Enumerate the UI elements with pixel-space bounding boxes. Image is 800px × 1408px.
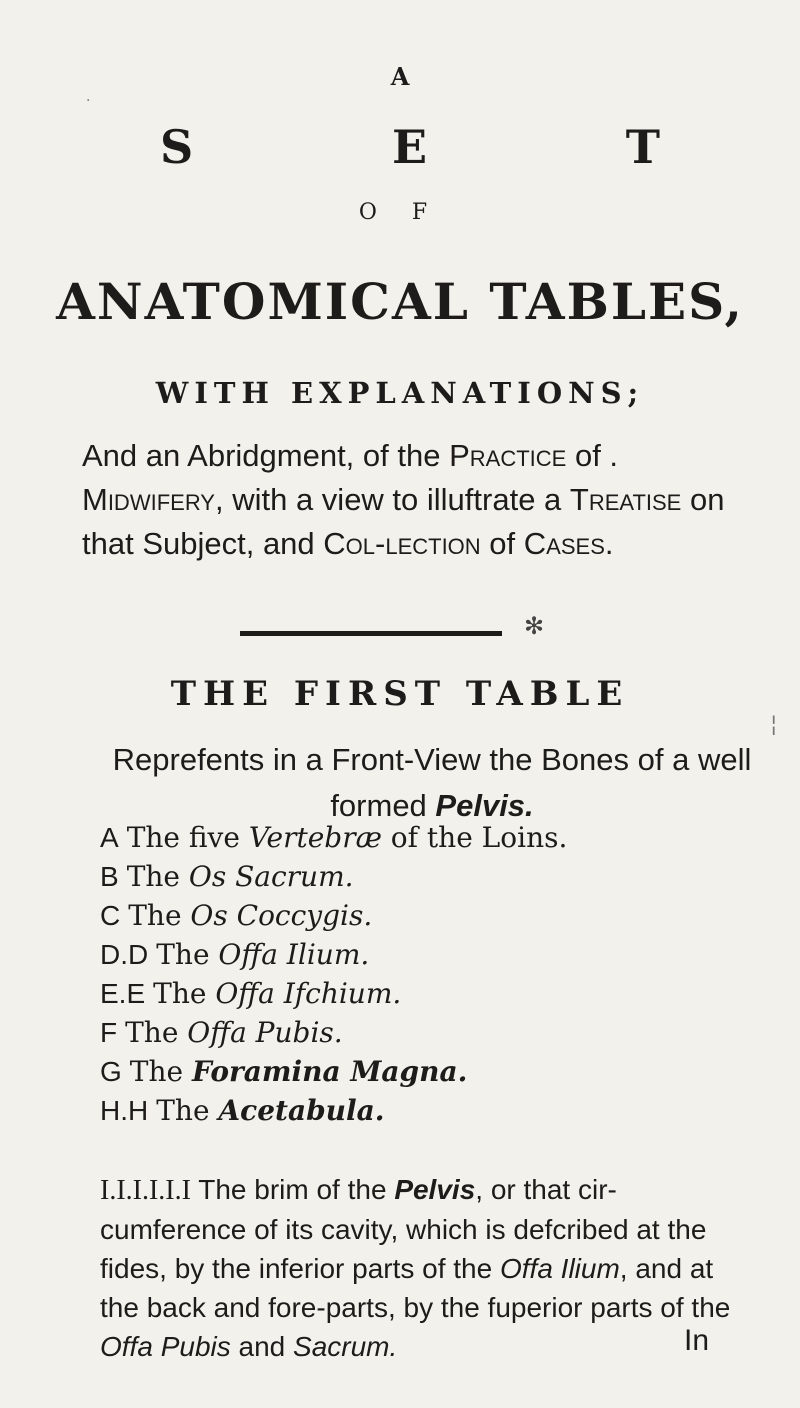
intro-treatise: Treatise	[569, 482, 682, 517]
intro-collection: Col-lection	[323, 526, 481, 561]
section-divider	[240, 631, 502, 636]
legend-item	[100, 896, 790, 935]
legend-text: The	[156, 938, 219, 971]
brim-text: , and at the back and fore-parts, by the fuperior parts of the	[100, 1253, 731, 1323]
legend-key: I.I.I.I.I.I	[100, 1175, 191, 1206]
legend-key: B	[100, 861, 119, 892]
legend-item	[100, 1052, 790, 1091]
intro-text: of	[480, 526, 524, 561]
intro-text: of .	[566, 438, 619, 473]
legend-item	[100, 935, 790, 974]
legend-item	[100, 1091, 790, 1130]
legend-item	[100, 974, 790, 1013]
legend-latin: Acetabula.	[218, 1094, 385, 1127]
legend-text: The	[128, 899, 191, 932]
intro-text: And an Abridgment, of the	[82, 438, 450, 473]
legend-text: The	[129, 1055, 192, 1088]
description-text: Reprefents in a Front-View the Bones of a well formed	[112, 742, 752, 823]
legend-text: The five	[126, 821, 249, 854]
legend-key: H.H	[100, 1095, 149, 1126]
brim-text: The brim of the	[190, 1174, 395, 1205]
legend-latin: Offa Pubis.	[187, 1016, 343, 1049]
intro-cases: Cases	[523, 526, 605, 561]
legend-item	[100, 857, 790, 896]
ink-blot-ornament: ✻	[524, 612, 545, 640]
catchword: In	[684, 1324, 710, 1357]
brim-latin: Offa Ilium	[499, 1253, 620, 1284]
legend-text: The	[156, 1094, 219, 1127]
table-title: THE FIRST TABLE	[170, 674, 630, 714]
intro-practice: Practice	[449, 438, 567, 473]
brim-latin: Offa Pubis	[100, 1331, 231, 1362]
legend-latin: Foramina Magna.	[191, 1055, 468, 1088]
table-description	[92, 737, 772, 829]
intro-midwifery: Midwifery	[82, 482, 215, 517]
brim-text: and	[230, 1331, 294, 1362]
legend-latin: Vertebræ	[248, 821, 382, 854]
legend-latin: Offa Ilium.	[218, 938, 370, 971]
legend-item	[100, 818, 790, 857]
legend-latin: Os Sacrum.	[188, 860, 354, 893]
intro-paragraph	[82, 434, 762, 566]
title-set-letter: T	[625, 120, 660, 174]
legend-key: G	[100, 1056, 122, 1087]
brim-entry	[100, 1170, 750, 1366]
legend-key: A	[100, 822, 119, 853]
legend-text: The	[153, 977, 216, 1010]
intro-text: on that Subject, and	[82, 482, 725, 561]
legend-key: D.D	[100, 939, 149, 970]
legend-text: The	[126, 860, 189, 893]
brim-text: , or that cir-cumference of its cavity, which is defcribed at the fides, by the inferior parts of the	[100, 1174, 707, 1284]
legend-item	[100, 1013, 790, 1052]
title-set-letter: S	[160, 120, 194, 174]
intro-text: , with a view to illuftrate a	[214, 482, 570, 517]
intro-text: .	[604, 526, 614, 561]
subtitle: WITH EXPLANATIONS;	[155, 376, 645, 410]
title-set-letter: E	[391, 120, 428, 174]
title-set	[160, 120, 660, 174]
title-article: A	[390, 62, 410, 91]
legend-latin: Os Coccygis.	[190, 899, 373, 932]
title-of: O F	[358, 200, 442, 225]
brim-latin: Sacrum.	[293, 1331, 398, 1362]
legend-key: E.E	[100, 978, 146, 1009]
legend-list	[100, 818, 790, 1130]
legend-text: The	[125, 1016, 188, 1049]
legend-key: C	[100, 900, 121, 931]
legend-latin: Offa Ifchium.	[215, 977, 402, 1010]
margin-mark: ·	[86, 93, 91, 109]
brim-latin: Pelvis	[394, 1174, 476, 1205]
margin-mark: ¦	[770, 712, 778, 737]
legend-text: of the Loins.	[381, 821, 568, 854]
legend-key: F	[100, 1017, 118, 1048]
main-title: ANATOMICAL TABLES,	[56, 272, 744, 331]
description-pelvis: Pelvis.	[435, 788, 534, 823]
